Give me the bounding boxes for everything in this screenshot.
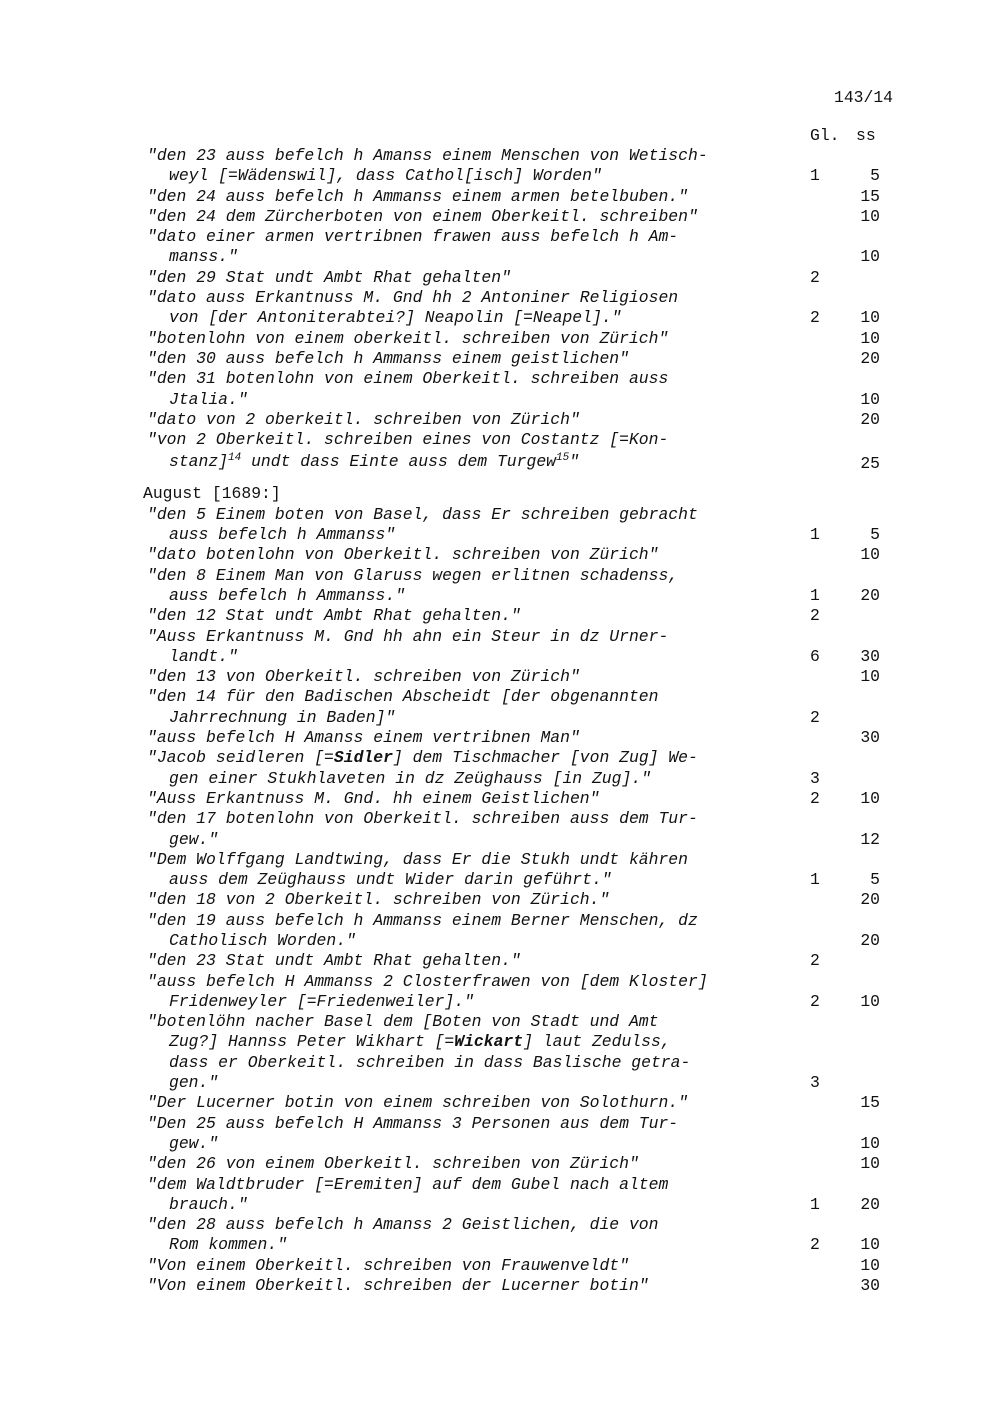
entry-text: "dato einer armen vertribnen frawen auss befelch h Am- [147,227,679,247]
amount-gulden: 2 [810,1235,820,1255]
entry-text: "auss befelch H Amanss einem vertribnen Man" [147,728,580,748]
entry-text: brauch." [169,1194,248,1214]
amount-schilling: 10 [860,667,880,687]
ledger-line [0,1114,1000,1134]
amount-schilling: 10 [860,1255,880,1275]
entry-text: Jtalia." [169,389,248,409]
entry-text: "dem Waldtbruder [=Eremiten] auf dem Gubel nach altem [147,1174,669,1194]
entry-text: "botenlöhn nacher Basel dem [Boten von Stadt und Amt [147,1012,659,1032]
amount-schilling: 30 [860,728,880,748]
ledger-line [0,1154,1000,1174]
ledger-line [0,1195,1000,1215]
entry-text: "den 19 auss befelch h Ammanss einem Berner Menschen, dz [147,910,698,930]
amount-gulden: 1 [810,166,820,186]
amount-schilling: 10 [860,308,880,328]
ledger-line [0,789,1000,809]
ledger-line [0,545,1000,565]
ledger-line [0,166,1000,186]
entry-text: "Von einem Oberkeitl. schreiben der Lucerner botin" [147,1276,649,1296]
entry-text: "den 23 Stat undt Ambt Rhat gehalten." [147,951,521,971]
entry-text: "den 17 botenlohn von Oberkeitl. schreiben auss dem Tur- [147,809,698,829]
entry-text: "den 28 auss befelch h Amanss 2 Geistlichen, die von [147,1215,659,1235]
ledger-line [0,1215,1000,1235]
amount-schilling: 10 [860,1133,880,1153]
entry-text: gew." [169,829,219,849]
ledger-line [0,207,1000,227]
ledger-line [0,390,1000,410]
ledger-line [0,748,1000,768]
footnote-marker: 15 [556,452,570,465]
entry-text: "von 2 Oberkeitl. schreiben eines von Costantz [=Kon- [147,430,669,450]
amount-schilling: 10 [860,1235,880,1255]
entry-text: "den 14 für den Badischen Abscheidt [der obgenannten [147,687,659,707]
entry-text: "den 13 von Oberkeitl. schreiben von Zürich" [147,667,580,687]
amount-gulden: 1 [810,1194,820,1214]
amount-gulden: 3 [810,1073,820,1093]
entry-text: "den 18 von 2 Oberkeitl. schreiben von Zürich." [147,890,610,910]
entry-text: "den 23 auss befelch h Amanss einem Menschen von Wetisch- [147,146,708,165]
entry-text: "Der Lucerner botin von einem schreiben von Solothurn." [147,1093,688,1113]
column-headers [800,126,900,146]
amount-gulden: 2 [810,606,820,626]
ledger-line [0,708,1000,728]
ledger-line [0,911,1000,931]
amount-schilling: 15 [860,186,880,206]
ledger-line [0,566,1000,586]
ledger-line [0,247,1000,267]
ledger-line [0,505,1000,525]
ledger-line [0,586,1000,606]
entry-text: von [der Antoniterabtei?] Neapolin [=Neapel]." [169,308,622,328]
amount-schilling: 20 [860,930,880,950]
ledger-line [0,972,1000,992]
ledger-line [0,809,1000,829]
ledger-line [0,850,1000,870]
entry-text: Catholisch Worden." [169,930,356,950]
amount-gulden: 6 [810,646,820,666]
page-number: 143/14 [834,88,894,107]
column-header-schilling: ss [856,126,876,145]
amount-schilling: 10 [860,545,880,565]
ledger-line [0,369,1000,389]
amount-schilling: 20 [860,585,880,605]
amount-schilling: 15 [860,1093,880,1113]
amount-schilling: 12 [860,829,880,849]
entry-text: Jahrrechnung in Baden]" [169,707,396,727]
ledger-line [0,450,1000,474]
ledger-line [0,187,1000,207]
ledger-line [0,1032,1000,1052]
ledger-line [0,227,1000,247]
amount-gulden: 2 [810,991,820,1011]
ledger-line [0,992,1000,1012]
entry-text: auss befelch h Ammanss" [169,525,396,545]
entry-text: "Von einem Oberkeitl. schreiben von Frauwenveldt" [147,1255,629,1275]
entry-text: Rom kommen." [169,1235,288,1255]
amount-schilling: 10 [860,328,880,348]
ledger-line [0,1175,1000,1195]
amount-schilling: 5 [870,870,880,890]
amount-schilling: 5 [870,166,880,186]
ledger-line [0,687,1000,707]
amount-gulden: 2 [810,788,820,808]
amount-schilling: 10 [860,389,880,409]
entry-text: "den 26 von einem Oberkeitl. schreiben von Zürich" [147,1154,639,1174]
ledger-line [0,890,1000,910]
ledger-line [0,627,1000,647]
ledger-line [0,349,1000,369]
amount-gulden: 1 [810,870,820,890]
ledger-line [0,1256,1000,1276]
ledger-line [0,606,1000,626]
amount-schilling: 20 [860,1194,880,1214]
ledger-line [0,931,1000,951]
entry-text: "den 29 Stat undt Ambt Rhat gehalten" [147,267,511,287]
entry-text: "den 30 auss befelch h Ammanss einem geistlichen" [147,348,629,368]
amount-schilling: 10 [860,991,880,1011]
entry-text: weyl [=Wädenswil], dass Cathol[isch] Worden" [169,166,602,186]
ledger-line [0,329,1000,349]
amount-gulden: 2 [810,951,820,971]
ledger-line [0,1073,1000,1093]
ledger-line [0,430,1000,450]
ledger-line [0,870,1000,890]
entry-text: "den 8 Einem Man von Glaruss wegen erlitnen schadenss, [147,565,679,585]
ledger-line [0,525,1000,545]
entry-text: auss befelch h Ammanss." [169,585,406,605]
entry-text: "den 12 Stat undt Ambt Rhat gehalten." [147,606,521,626]
entry-text: "botenlohn von einem oberkeitl. schreiben von Zürich" [147,328,669,348]
entry-text: "dato von 2 oberkeitl. schreiben von Zürich" [147,409,580,429]
entry-text: "auss befelch H Ammanss 2 Closterfrawen von [dem Kloster] [147,971,708,991]
ledger-line [0,1012,1000,1032]
entry-text: auss dem Zeüghauss undt Wider darin geführt." [169,870,612,890]
entry-text: "Dem Wolffgang Landtwing, dass Er die Stukh undt kähren [147,849,688,869]
column-header-gulden: Gl. [810,126,840,145]
amount-gulden: 2 [810,707,820,727]
ledger-line [0,769,1000,789]
amount-schilling: 30 [860,646,880,666]
entry-text: "Auss Erkantnuss M. Gnd hh ahn ein Steur in dz Urner- [147,626,669,646]
entry-text: Zug?] Hannss Peter Wikhart [=Wickart] laut Zedulss, [169,1032,671,1052]
amount-gulden: 1 [810,525,820,545]
footnote-marker: 14 [228,452,242,465]
entry-text: stanz]$^{14}$ undt dass Einte auss dem Turgew$^{15}$" [169,452,580,472]
entry-text: dass er Oberkeitl. schreiben in dass Baslische getra- [169,1052,691,1072]
ledger-line [0,951,1000,971]
amount-schilling: 20 [860,348,880,368]
entry-text: "Den 25 auss befelch H Ammanss 3 Personen aus dem Tur- [147,1113,679,1133]
entry-text: "dato botenlohn von Oberkeitl. schreiben von Zürich" [147,545,659,565]
entry-text: gen einer Stukhlaveten in dz Zeüghauss [in Zug]." [169,768,651,788]
amount-schilling: 10 [860,1154,880,1174]
ledger-line [0,1093,1000,1113]
entry-text: manss." [169,247,238,267]
entry-text: "dato auss Erkantnuss M. Gnd hh 2 Antoniner Religiosen [147,288,679,308]
bold-name: Sidler [333,748,393,768]
ledger-line [0,728,1000,748]
ledger-entries [0,146,1000,1296]
ledger-line [0,146,1000,166]
amount-gulden: 2 [810,267,820,287]
ledger-line [0,268,1000,288]
amount-gulden: 3 [810,768,820,788]
ledger-line [0,647,1000,667]
ledger-line [0,1276,1000,1296]
amount-schilling: 5 [870,525,880,545]
entry-text: landt." [169,646,238,666]
entry-text: "den 24 auss befelch h Ammanss einem armen betelbuben." [147,186,688,206]
entry-text: "Jacob seidleren [=Sidler] dem Tischmacher [von Zug] We- [147,748,698,768]
ledger-line [0,1053,1000,1073]
amount-gulden: 2 [810,308,820,328]
entry-text: "den 24 dem Zürcherboten von einem Oberkeitl. schreiben" [147,206,698,226]
amount-schilling: 10 [860,206,880,226]
amount-schilling: 20 [860,409,880,429]
amount-schilling: 20 [860,890,880,910]
amount-gulden: 1 [810,585,820,605]
month-heading [0,484,1000,504]
ledger-line [0,308,1000,328]
amount-schilling: 30 [860,1276,880,1296]
entry-text: Fridenweyler [=Friedenweiler]." [169,991,474,1011]
entry-text: gew." [169,1133,219,1153]
ledger-line [0,1235,1000,1255]
bold-name: Wickart [454,1032,524,1052]
entry-text: "den 31 botenlohn von einem Oberkeitl. schreiben auss [147,369,669,389]
entry-text: gen." [169,1073,219,1093]
ledger-line [0,830,1000,850]
entry-text: "den 5 Einem boten von Basel, dass Er schreiben gebracht [147,504,698,524]
ledger-line [0,667,1000,687]
ledger-line [0,288,1000,308]
amount-schilling: 10 [860,788,880,808]
amount-schilling: 25 [860,454,880,474]
month-heading-text: August [1689:] [143,484,281,504]
amount-schilling: 10 [860,247,880,267]
entry-text: "Auss Erkantnuss M. Gnd. hh einem Geistlichen" [147,788,600,808]
ledger-line [0,1134,1000,1154]
ledger-line [0,410,1000,430]
